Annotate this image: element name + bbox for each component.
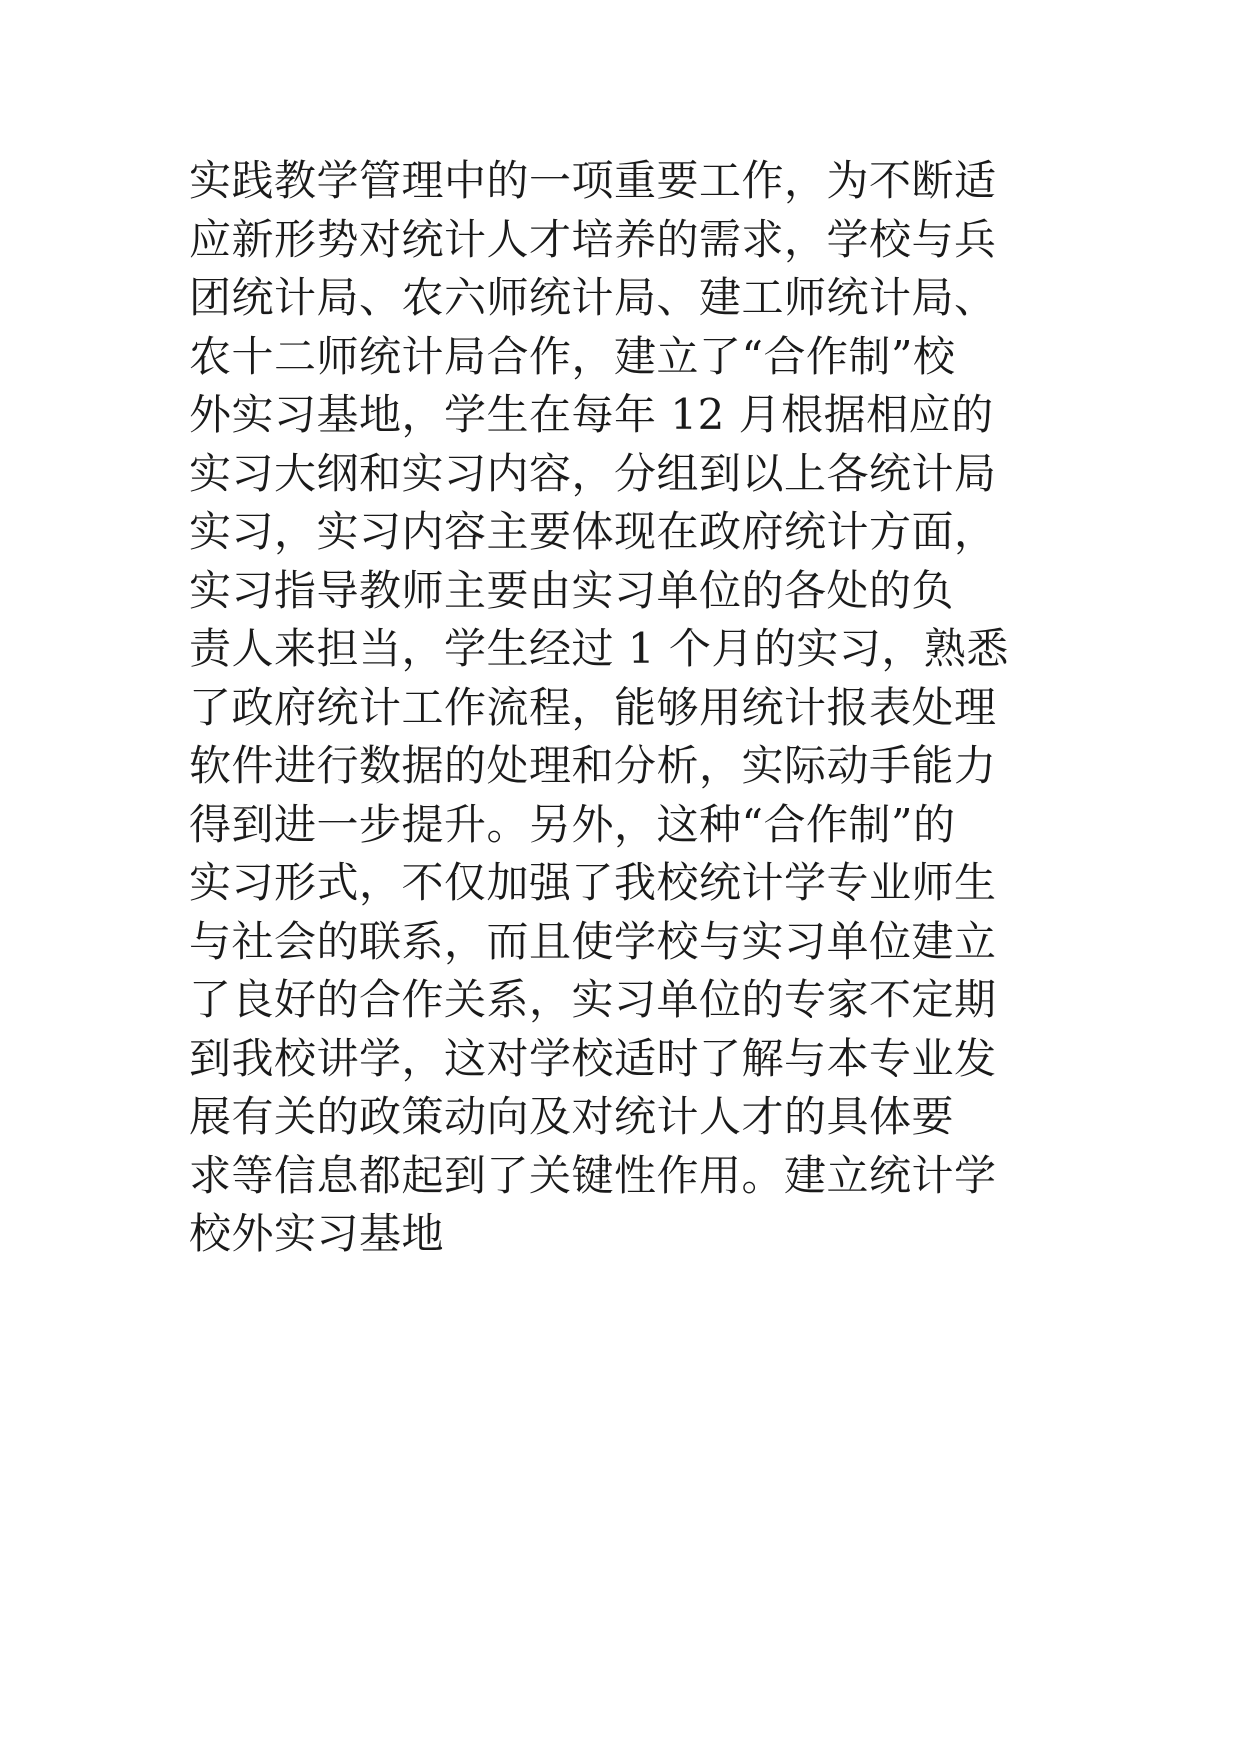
- text-line: 到我校讲学，这对学校适时了解与本专业发: [189, 1033, 997, 1083]
- text-line: 农十二师统计局合作，建立了“合作制”校: [189, 331, 956, 381]
- text-line: 了政府统计工作流程，能够用统计报表处理: [189, 682, 997, 732]
- text-line: 团统计局、农六师统计局、建工师统计局、: [189, 273, 997, 322]
- body-text: [189, 152, 1089, 1264]
- text-line: 与社会的联系，而且使学校与实习单位建立: [189, 916, 997, 966]
- text-line: 得到进一步提升。另外，这种“合作制”的: [189, 799, 956, 849]
- text-line: 实习，实习内容主要体现在政府统计方面，: [189, 507, 997, 556]
- text-line: 实习大纲和实习内容，分组到以上各统计局: [189, 448, 997, 498]
- text-line: 软件进行数据的处理和分析，实际动手能力: [189, 741, 997, 790]
- text-line: 责人来担当，学生经过 1 个月的实习，熟悉: [189, 624, 1009, 673]
- text-line: 实习指导教师主要由实习单位的各处的负: [189, 565, 955, 615]
- text-line: 校外实习基地: [189, 1209, 445, 1258]
- text-line: 实践教学管理中的一项重要工作，为不断适: [189, 156, 997, 205]
- text-line: 展有关的政策动向及对统计人才的具体要: [189, 1092, 955, 1141]
- text-line: 应新形势对统计人才培养的需求，学校与兵: [189, 214, 997, 264]
- text-line: 求等信息都起到了关键性作用。建立统计学: [189, 1150, 997, 1200]
- text-line: 了良好的合作关系，实习单位的专家不定期: [189, 975, 997, 1024]
- text-line: 外实习基地，学生在每年 12 月根据相应的: [189, 390, 994, 439]
- text-line: 实习形式，不仅加强了我校统计学专业师生: [189, 858, 997, 907]
